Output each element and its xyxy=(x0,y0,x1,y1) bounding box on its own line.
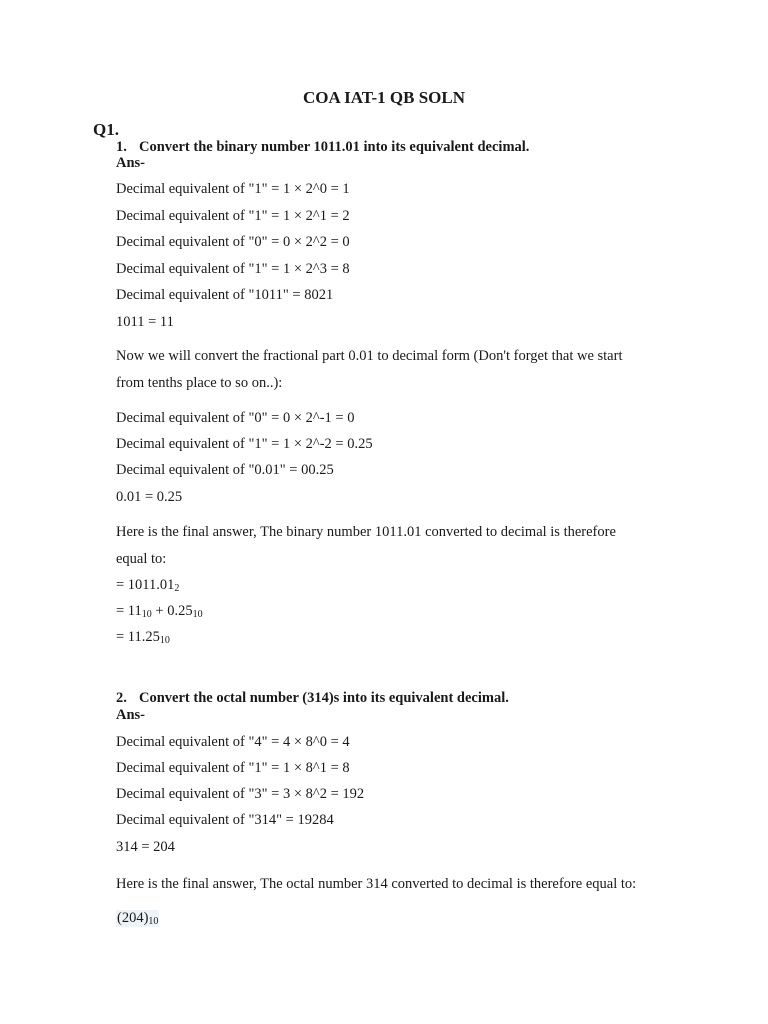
question-1-text: Convert the binary number 1011.01 into its equivalent decimal. xyxy=(139,139,530,155)
q2-result-value: (204) xyxy=(117,910,149,926)
q1-frac-line: 0.01 = 0.25 xyxy=(116,489,183,505)
q1-result-frac-value: + 0.25 xyxy=(151,603,193,619)
question-group-label: Q1. xyxy=(93,120,119,139)
question-1-number: 1. xyxy=(116,139,127,155)
q2-line: 314 = 204 xyxy=(116,839,175,855)
question-2-text: Convert the octal number (314)s into its equivalent decimal. xyxy=(139,690,509,706)
q1-frac-line: Decimal equivalent of "0.01" = 00.25 xyxy=(116,462,334,478)
q1-fraction-intro: Now we will convert the fractional part 0.01 to decimal form (Don't forget that we start xyxy=(116,348,623,364)
q1-fraction-intro-cont: from tenths place to so on..): xyxy=(116,375,283,391)
q1-int-line: Decimal equivalent of "1" = 1 × 2^1 = 2 xyxy=(116,208,350,224)
q1-final-answer-cont: equal to: xyxy=(116,551,167,567)
q2-final-answer: Here is the final answer, The octal number 314 converted to decimal is therefore equal to: xyxy=(116,876,637,892)
q2-line: Decimal equivalent of "3" = 3 × 8^2 = 192 xyxy=(116,786,365,802)
q1-result-binary xyxy=(116,578,179,593)
q2-line: Decimal equivalent of "1" = 1 × 8^1 = 8 xyxy=(116,760,350,776)
q2-result xyxy=(116,910,159,927)
page-title: COA IAT-1 QB SOLN xyxy=(302,88,465,107)
q1-result-binary-value: = 1011.01 xyxy=(116,577,175,593)
q1-result-decimal-value: = 11.25 xyxy=(116,629,160,645)
answer-1-label: Ans- xyxy=(116,155,146,171)
question-2 xyxy=(116,691,509,706)
q1-int-line: Decimal equivalent of "0" = 0 × 2^2 = 0 xyxy=(116,234,350,250)
answer-2-label: Ans- xyxy=(116,707,146,723)
question-2-number: 2. xyxy=(116,690,127,706)
q1-frac-line: Decimal equivalent of "1" = 1 × 2^-2 = 0.25 xyxy=(116,436,373,452)
q1-result-frac-base: 10 xyxy=(192,609,203,620)
q1-int-line: 1011 = 11 xyxy=(116,314,174,330)
q1-final-answer: Here is the final answer, The binary number 1011.01 converted to decimal is therefore xyxy=(116,524,616,540)
q1-result-sum xyxy=(116,604,203,619)
q2-line: Decimal equivalent of "4" = 4 × 8^0 = 4 xyxy=(116,734,350,750)
q2-line: Decimal equivalent of "314" = 19284 xyxy=(116,812,334,828)
q1-int-line: Decimal equivalent of "1011" = 8021 xyxy=(116,287,334,303)
q1-result-binary-base: 2 xyxy=(174,583,180,594)
q1-int-line: Decimal equivalent of "1" = 1 × 2^0 = 1 xyxy=(116,181,350,197)
q1-int-line: Decimal equivalent of "1" = 1 × 2^3 = 8 xyxy=(116,261,350,277)
q1-result-decimal-base: 10 xyxy=(159,635,170,646)
question-1 xyxy=(116,140,529,155)
q2-result-base: 10 xyxy=(148,916,159,927)
q1-result-decimal xyxy=(116,630,170,645)
q1-frac-line: Decimal equivalent of "0" = 0 × 2^-1 = 0 xyxy=(116,410,355,426)
q1-result-int-value: = 11 xyxy=(116,603,142,619)
q1-result-int-base: 10 xyxy=(141,609,152,620)
